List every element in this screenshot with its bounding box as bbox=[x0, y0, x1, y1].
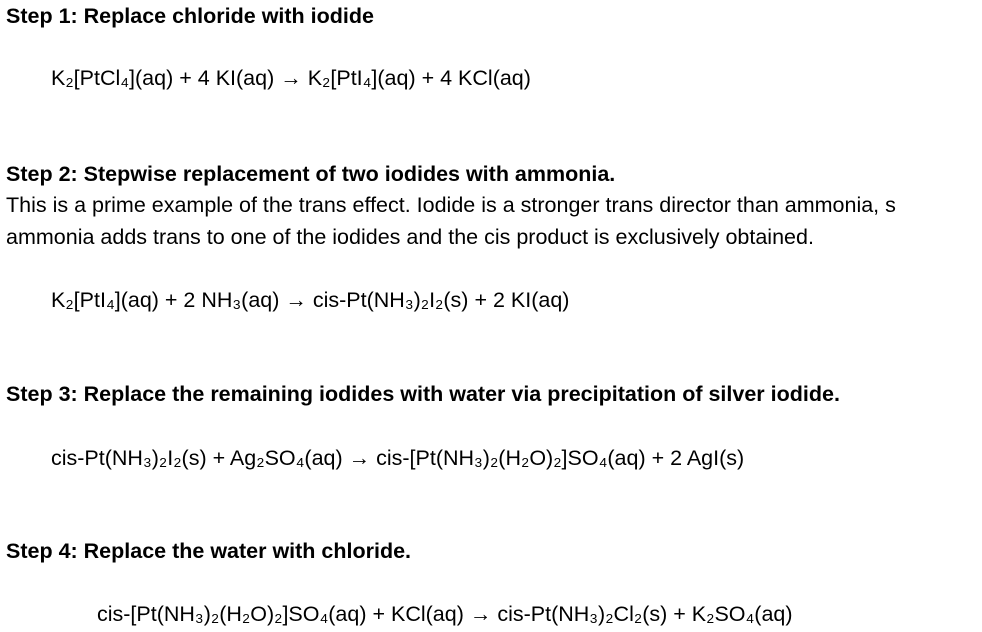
step2-paragraph-line1: This is a prime example of the trans effect. Iodide is a stronger trans director than ammonia, s bbox=[6, 193, 896, 217]
step1-equation: K₂[PtCl₄](aq) + 4 KI(aq) → K₂[PtI₄](aq) + 4 KCl(aq) bbox=[51, 66, 531, 90]
step4-heading: Step 4: Replace the water with chloride. bbox=[6, 539, 412, 563]
step3-heading: Step 3: Replace the remaining iodides with water via precipitation of silver iodide. bbox=[6, 382, 840, 406]
step2-heading: Step 2: Stepwise replacement of two iodides with ammonia. bbox=[6, 162, 616, 186]
step4-equation: cis-[Pt(NH₃)₂(H₂O)₂]SO₄(aq) + KCl(aq) → cis-Pt(NH₃)₂Cl₂(s) + K₂SO₄(aq) bbox=[97, 602, 793, 626]
step2-paragraph-line2: ammonia adds trans to one of the iodides and the cis product is exclusively obtained. bbox=[6, 225, 814, 249]
step3-equation: cis-Pt(NH₃)₂I₂(s) + Ag₂SO₄(aq) → cis-[Pt(NH₃)₂(H₂O)₂]SO₄(aq) + 2 AgI(s) bbox=[51, 446, 745, 470]
step1-heading: Step 1: Replace chloride with iodide bbox=[6, 4, 374, 28]
step2-equation: K₂[PtI₄](aq) + 2 NH₃(aq) → cis-Pt(NH₃)₂I₂(s) + 2 KI(aq) bbox=[51, 288, 570, 312]
